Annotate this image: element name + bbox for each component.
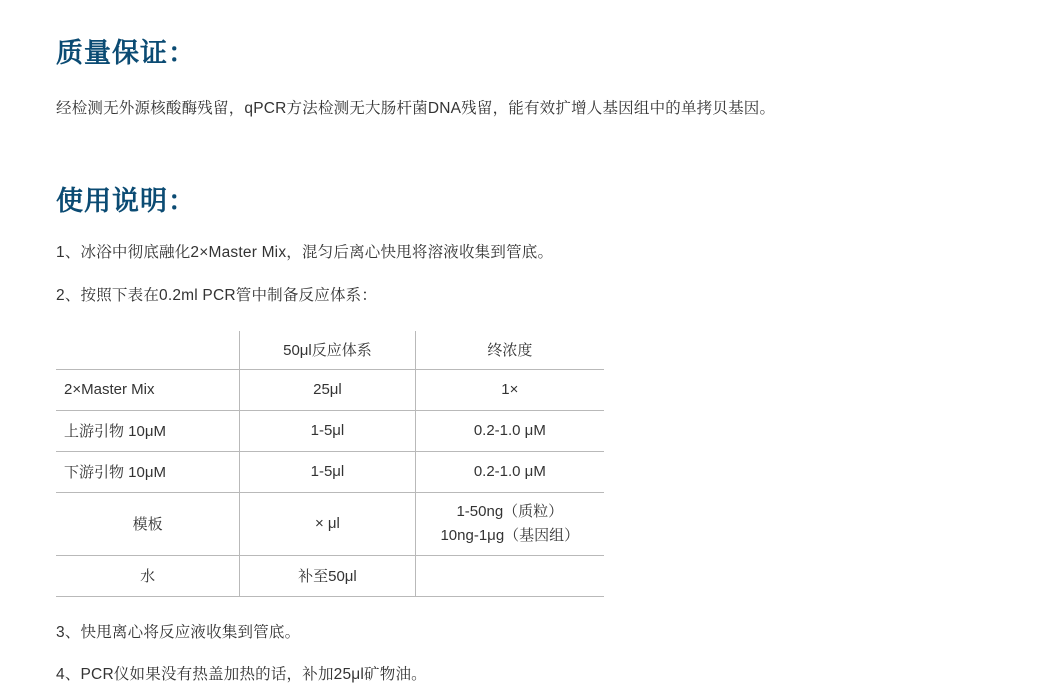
usage-instructions-heading: 使用说明：: [56, 185, 196, 216]
row-component: 模板: [56, 492, 240, 555]
row-volume: 1-5μl: [240, 451, 415, 492]
quality-assurance-heading: 质量保证：: [56, 38, 196, 68]
row-volume: 1-5μl: [240, 410, 415, 451]
row-component: 2×Master Mix: [56, 369, 240, 410]
table-row: [56, 410, 604, 451]
row-volume: 补至50μl: [240, 555, 415, 596]
final-concentration-line-1: 1-50ng（质粒）: [456, 503, 564, 521]
row-final-concentration: [415, 555, 604, 596]
table-header-volume: 50μl反应体系: [240, 331, 415, 370]
usage-step-2: 2、按照下表在0.2ml PCR管中制备反应体系：: [56, 286, 378, 304]
table-header-component: [56, 331, 240, 370]
row-component: 下游引物 10μM: [56, 451, 240, 492]
table-header-row: [56, 331, 604, 370]
table-row: [56, 555, 604, 596]
row-volume: 25μl: [240, 369, 415, 410]
row-component: 水: [56, 555, 240, 596]
quality-assurance-body: 经检测无外源核酸酶残留，qPCR方法检测无大肠杆菌DNA残留，能有效扩增人基因组中的单拷贝基因。: [56, 100, 776, 118]
table-row: [56, 369, 604, 410]
row-volume: × μl: [240, 492, 415, 555]
row-final-concentration: 0.2-1.0 μM: [415, 410, 604, 451]
usage-step-1: 1、冰浴中彻底融化2×Master Mix，混匀后离心快甩将溶液收集到管底。: [56, 243, 554, 261]
final-concentration-line-2: 10ng-1μg（基因组）: [440, 526, 580, 544]
row-component: 上游引物 10μM: [56, 410, 240, 451]
table-row: [56, 451, 604, 492]
row-final-concentration: 1×: [415, 369, 604, 410]
usage-step-3: 3、快甩离心将反应液收集到管底。: [56, 623, 301, 641]
row-final-concentration: [415, 492, 604, 555]
reaction-system-table: [56, 331, 604, 597]
table-header-final-concentration: 终浓度: [415, 331, 604, 370]
usage-step-4: 4、PCR仪如果没有热盖加热的话，补加25μl矿物油。: [56, 666, 427, 684]
table-row: [56, 492, 604, 555]
row-final-concentration: 0.2-1.0 μM: [415, 451, 604, 492]
